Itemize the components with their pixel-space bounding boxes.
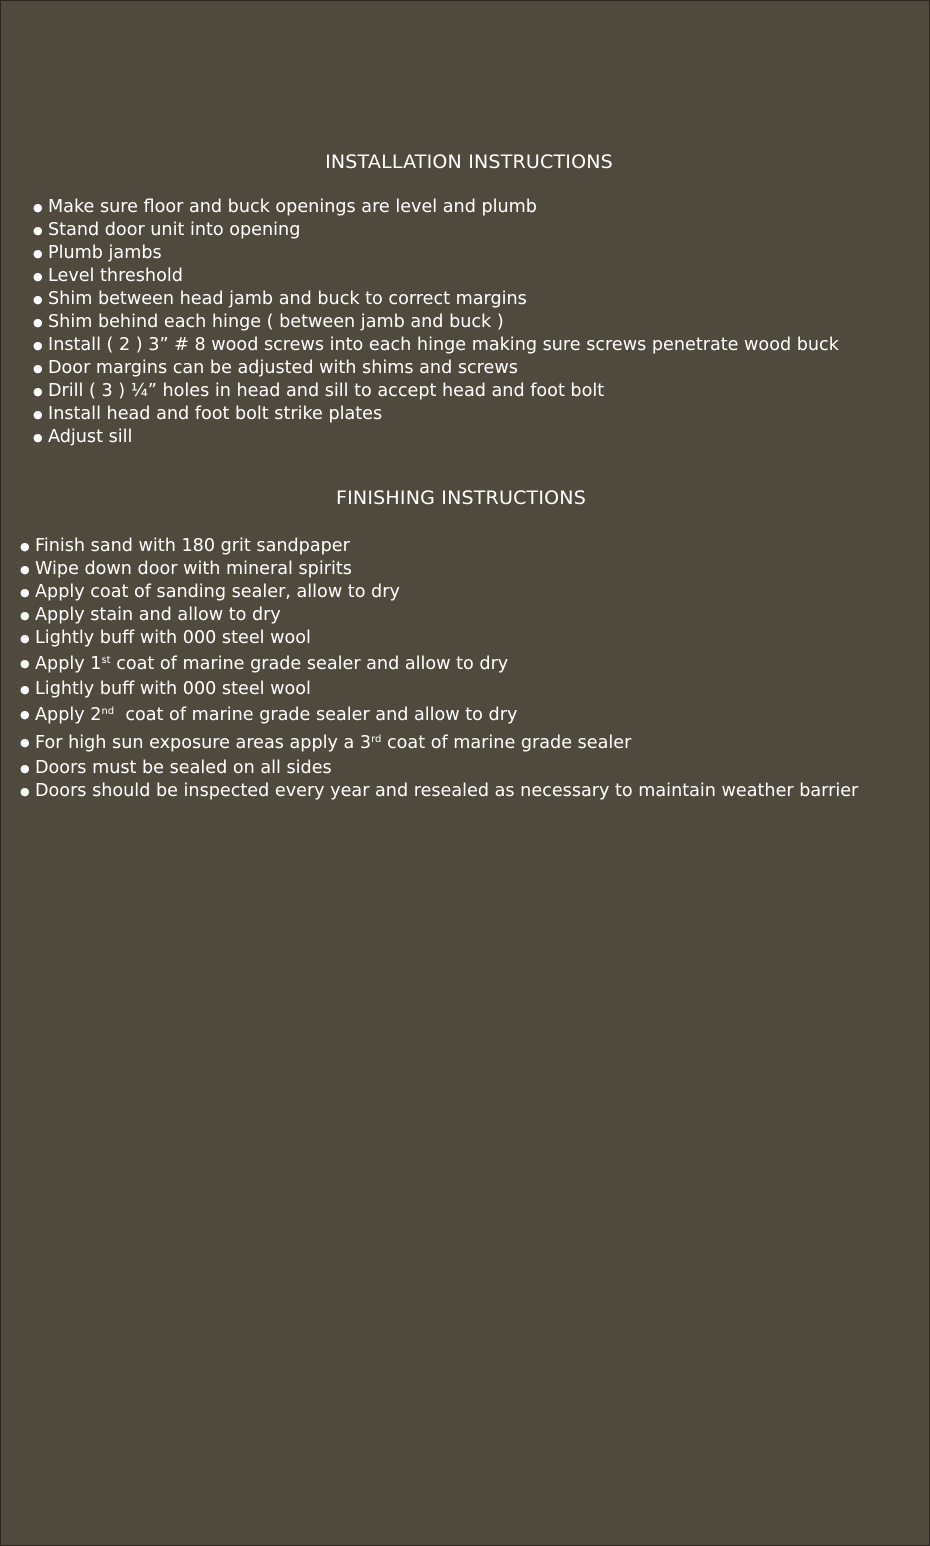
list-item: ● Door margins can be adjusted with shims and screws <box>33 357 839 380</box>
ordinal-suffix: nd <box>101 706 115 717</box>
item-text: coat of marine grade sealer and allow to dry <box>114 705 518 725</box>
list-item: ● Level threshold <box>33 265 839 288</box>
list-item: ● Apply coat of sanding sealer, allow to dry <box>20 581 858 604</box>
list-item: ● Lightly buff with 000 steel wool <box>20 627 858 650</box>
list-item <box>20 650 858 678</box>
list-item: ● Shim behind each hinge ( between jamb and buck ) <box>33 311 839 334</box>
list-item: ● Finish sand with 180 grit sandpaper <box>20 535 858 558</box>
list-item: ● Shim between head jamb and buck to correct margins <box>33 288 839 311</box>
list-item: ● Install head and foot bolt strike plates <box>33 403 839 426</box>
list-item: ● Doors must be sealed on all sides <box>20 757 858 780</box>
list-item: ● Apply stain and allow to dry <box>20 604 858 627</box>
list-item: ● Stand door unit into opening <box>33 219 839 242</box>
installation-title: INSTALLATION INSTRUCTIONS <box>325 151 613 173</box>
list-item <box>20 729 858 757</box>
item-text: Apply 1 <box>35 654 102 674</box>
installation-list <box>33 196 839 449</box>
item-text: coat of marine grade sealer and allow to dry <box>110 654 509 674</box>
ordinal-suffix: st <box>101 655 111 666</box>
ordinal-suffix: rd <box>371 734 382 745</box>
list-item: ● Plumb jambs <box>33 242 839 265</box>
list-item: ● Make sure floor and buck openings are level and plumb <box>33 196 839 219</box>
item-text: coat of marine grade sealer <box>381 733 632 753</box>
list-item: ● Lightly buff with 000 steel wool <box>20 678 858 701</box>
item-text: For high sun exposure areas apply a 3 <box>35 733 372 753</box>
item-text: Apply 2 <box>35 705 102 725</box>
list-item: ● Adjust sill <box>33 426 839 449</box>
list-item: ● Drill ( 3 ) ¼” holes in head and sill to accept head and foot bolt <box>33 380 839 403</box>
finishing-title: FINISHING INSTRUCTIONS <box>336 487 586 509</box>
list-item: ● Install ( 2 ) 3” # 8 wood screws into each hinge making sure screws penetrate wood buck <box>33 334 839 357</box>
list-item <box>20 701 858 729</box>
list-item: ● Doors should be inspected every year and resealed as necessary to maintain weather barrier <box>20 780 858 803</box>
finishing-list <box>20 535 858 803</box>
list-item: ● Wipe down door with mineral spirits <box>20 558 858 581</box>
